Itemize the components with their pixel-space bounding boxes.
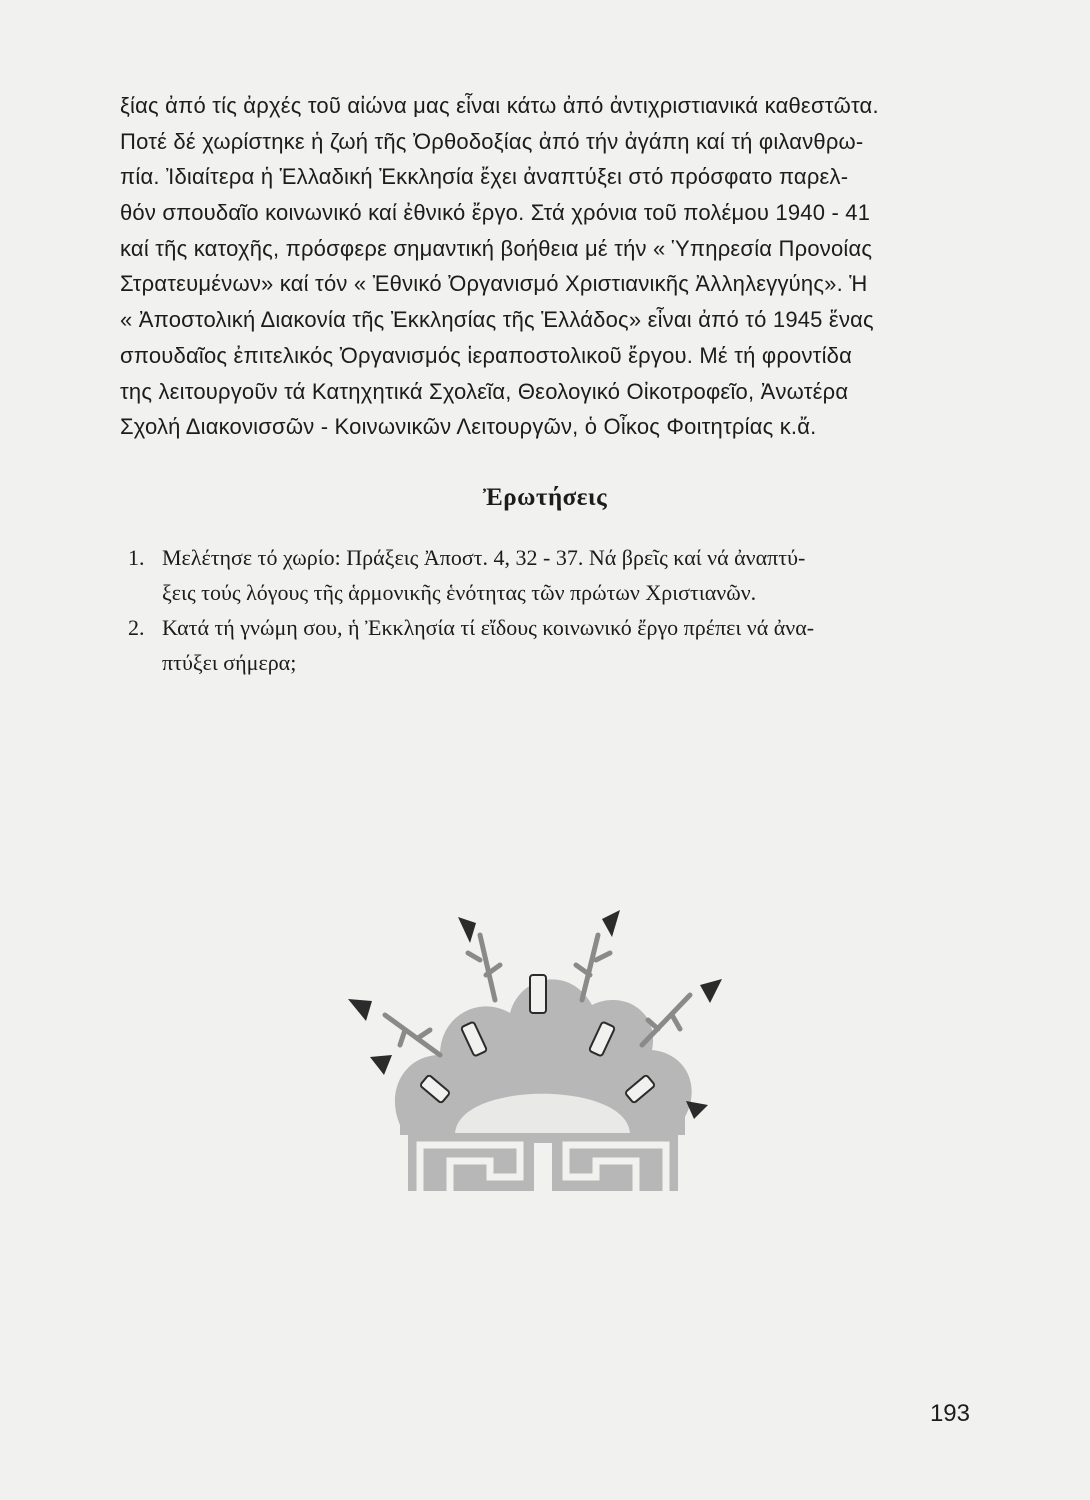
body-paragraph (120, 88, 960, 445)
paragraph-line: καί τῆς κατοχῆς, πρόσφερε σημαντική βοήθεια μέ τήν « Ὑπηρεσία Προνοίας (120, 235, 873, 261)
paragraph-line: Ποτέ δέ χωρίστηκε ἡ ζωή τῆς Ὀρθοδοξίας ἀπό τήν ἀγάπη καί τή φιλανθρω- (120, 128, 864, 154)
sun-flower-ornament-icon (330, 905, 740, 1205)
paragraph-line: σπουδαῖος ἐπιτελικός Ὀργανισμός ἱεραποστολικοῦ ἔργου. Μέ τή φροντίδα (120, 342, 853, 368)
paragraph-line: ξίας ἀπό τίς ἀρχές τοῦ αἰώνα μας εἶναι κάτω ἀπό ἀντιχριστιανικά καθεστῶτα. (120, 93, 879, 118)
page-number: 193 (929, 1400, 970, 1427)
question-text: Κατά τή γνώμη σου, ἡ Ἐκκλησία τί εἴδους κοινωνικό ἔργο πρέπει νά ἀνα- (162, 615, 815, 640)
question-text-continuation: ξεις τούς λόγους τῆς ἁρμονικῆς ἑνότητας τῶν πρώτων Χριστιανῶν. (162, 580, 757, 605)
question-text-continuation: πτύξει σήμερα; (162, 650, 297, 675)
question-item (128, 610, 958, 680)
paragraph-line: Σχολή Διακονισσῶν - Κοινωνικῶν Λειτουργῶν, ὁ Οἶκος Φοιτητρίας κ.ἄ. (120, 414, 817, 440)
question-item (128, 540, 958, 610)
paragraph-line: « Ἀποστολική Διακονία τῆς Ἐκκλησίας τῆς Ἑλλάδος» εἶναι ἀπό τό 1945 ἕνας (120, 307, 874, 333)
paragraph-line: της λειτουργοῦν τά Κατηχητικά Σχολεῖα, Θεολογικό Οἰκοτροφεῖο, Ἀνωτέρα (120, 378, 849, 404)
paragraph-line: Στρατευμένων» καί τόν « Ἐθνικό Ὀργανισμό Χριστιανικῆς Ἀλληλεγγύης». Ἡ (120, 271, 868, 297)
paragraph-line: θόν σπουδαῖο κοινωνικό καί ἐθνικό ἔργο. Στά χρόνια τοῦ πολέμου 1940 - 41 (120, 200, 871, 226)
question-number: 2. (128, 615, 145, 640)
questions-list (128, 540, 958, 680)
question-number: 1. (128, 545, 145, 570)
question-text: Μελέτησε τό χωρίο: Πράξεις Ἀποστ. 4, 32 - 37. Νά βρεῖς καί νά ἀναπτύ- (162, 545, 806, 570)
section-title: Ἐρωτήσεις (482, 484, 608, 511)
paragraph-line: πία. Ἰδιαίτερα ἡ Ἑλλαδική Ἐκκλησία ἔχει ἀναπτύξει στό πρόσφατο παρελ- (120, 164, 849, 190)
